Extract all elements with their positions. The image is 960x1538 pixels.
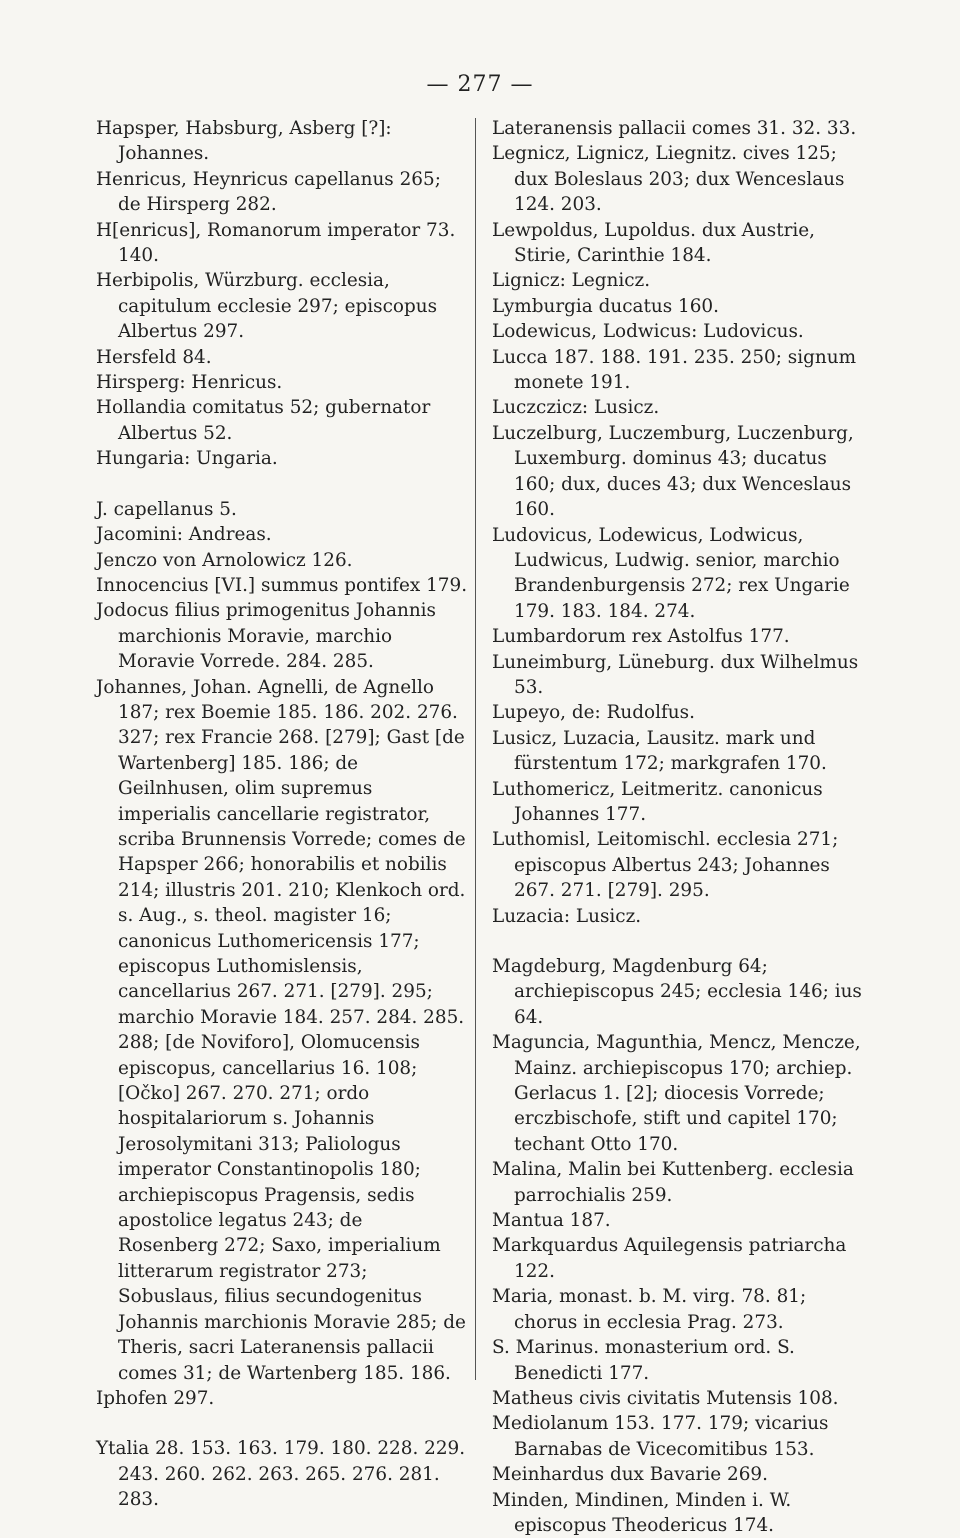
right-column — [492, 116, 864, 1538]
index-entry: Luthomericz, Leitmeritz. canonicus Johannes 177. — [492, 778, 823, 825]
index-entry: Matheus civis civitatis Mutensis 108. — [492, 1387, 839, 1409]
index-entry: S. Marinus. monasterium ord. S. Benedicti 177. — [492, 1337, 795, 1384]
index-entry: Legnicz, Lignicz, Liegnitz. cives 125; dux Boleslaus 203; dux Wenceslaus 124. 203. — [492, 143, 845, 216]
index-entry: Luneimburg, Lüneburg. dux Wilhelmus 53. — [492, 651, 859, 698]
index-entry: Magdeburg, Magdenburg 64; archiepiscopus 245; ecclesia 146; ius 64. — [492, 956, 862, 1028]
index-entry: Jacomini: Andreas. — [96, 524, 272, 546]
index-entry: Hirsperg: Henricus. — [96, 372, 283, 394]
index-entry: Luthomisl, Leitomischl. ecclesia 271; episcopus Albertus 243; Johannes 267. 271. [279]. 295. — [492, 829, 839, 902]
index-entry: Mediolanum 153. 177. 179; vicarius Barnabas de Vicecomitibus 153. — [492, 1413, 829, 1460]
index-entry: Hersfeld 84. — [96, 346, 212, 368]
index-entry: J. capellanus 5. — [96, 498, 237, 520]
index-entry: Ytalia 28. 153. 163. 179. 180. 228. 229. 243. 260. 262. 263. 265. 276. 281. 283. — [96, 1438, 466, 1511]
index-entry: Minden, Mindinen, Minden i. W. episcopus Theodericus 174. — [492, 1489, 792, 1536]
section-gap — [96, 1411, 468, 1436]
index-entry: Iphofen 297. — [96, 1387, 215, 1409]
index-entry: Herbipolis, Würzburg. ecclesia, capitulum ecclesie 297; episcopus Albertus 297. — [96, 270, 438, 343]
index-entry: Jenczo von Arnolowicz 126. — [96, 549, 353, 571]
index-entry: Lodewicus, Lodwicus: Ludovicus. — [492, 321, 804, 343]
index-entry: Henricus, Heynricus capellanus 265; de Hirsperg 282. — [96, 168, 441, 216]
page-number: — 277 — — [426, 72, 534, 97]
index-entry: Hollandia comitatus 52; gubernator Albertus 52. — [96, 397, 431, 444]
index-entry: Ludovicus, Lodewicus, Lodwicus, Ludwicus, Ludwig. senior, marchio Brandenburgensis 272; rex Ungarie 179. 183. 184. 274. — [492, 524, 850, 622]
index-entry: Lewpoldus, Lupoldus. dux Austrie, Stirie, Carinthie 184. — [492, 219, 816, 267]
index-entry: Lucca 187. 188. 191. 235. 250; signum monete 191. — [492, 346, 857, 394]
index-entry: Lymburgia ducatus 160. — [492, 295, 719, 317]
index-entry: Maguncia, Magunthia, Mencz, Mencze, Mainz. archiepiscopus 170; archiep. Gerlacus 1. [2]; diocesis Vorrede; erczbischofe, stift und capitel 170; techant Otto 170. — [492, 1032, 861, 1155]
index-entry: H[enricus], Romanorum imperator 73. 140. — [96, 219, 456, 267]
index-entry: Meinhardus dux Bavarie 269. — [492, 1464, 768, 1486]
column-divider — [475, 118, 476, 1380]
index-entry: Lumbardorum rex Astolfus 177. — [492, 626, 790, 648]
index-entry: Luczczicz: Lusicz. — [492, 397, 660, 419]
index-entry: Luczelburg, Luczemburg, Luczenburg, Luxemburg. dominus 43; ducatus 160; dux, duces 43; dux Wenceslaus 160. — [492, 422, 854, 521]
index-entry: Lateranensis pallacii comes 31. 32. 33. — [492, 118, 857, 139]
left-column — [96, 116, 468, 1513]
section-gap — [96, 472, 468, 497]
index-entry: Jodocus filius primogenitus Johannis marchionis Moravie, marchio Moravie Vorrede. 284. 285. — [96, 600, 436, 673]
index-entry: Hungaria: Ungaria. — [96, 448, 278, 470]
index-entry: Mantua 187. — [492, 1210, 611, 1232]
index-entry: Lupeyo, de: Rudolfus. — [492, 702, 695, 724]
index-entry: Johannes, Johan. Agnelli, de Agnello 187; rex Boemie 185. 186. 202. 276. 327; rex Francie 268. [279]; Gast [de Wartenberg] 185. 186; de Geilnhusen, olim supremus imperialis cancellarie registrator, scriba Brunnensis Vorrede; comes de Hapsper 266; honorabilis et nobilis 214; illustris 201. 210; Klenkoch ord. s. Aug., s. theol. magister 16; canonicus Luthomericensis 177; episcopus Luthomislensis, cancellarius 267. 271. [279]. 295; marchio Moravie 184. 257. 284. 285. 288; [de Noviforo], Olomucensis episcopus, cancellarius 16. 108; [Očko] 267. 270. 271; ordo hospitalariorum s. Johannis Jerosolymitani 313; Paliologus imperator Constantinopolis 180; archiepiscopus Pragensis, sedis apostolice legatus 243; de Rosenberg 272; Saxo, imperialium litterarum registrator 273; Sobuslaus, filius secundogenitus Johannis marchionis Moravie 285; de Theris, sacri Lateranensis pallacii comes 31; de Wartenberg 185. 186. — [96, 676, 466, 1384]
section-gap — [492, 929, 864, 954]
index-entry: Hapsper, Habsburg, Asberg [?]: Johannes. — [96, 118, 392, 165]
index-entry: Lignicz: Legnicz. — [492, 270, 651, 292]
index-entry: Innocencius [VI.] summus pontifex 179. — [96, 574, 468, 596]
index-entry: Markquardus Aquilegensis patriarcha 122. — [492, 1235, 847, 1282]
index-entry: Malina, Malin bei Kuttenberg. ecclesia parrochialis 259. — [492, 1159, 854, 1206]
index-entry: Luzacia: Lusicz. — [492, 905, 642, 927]
index-entry: Maria, monast. b. M. virg. 78. 81; chorus in ecclesia Prag. 273. — [492, 1286, 807, 1333]
index-entry: Lusicz, Luzacia, Lausitz. mark und fürstentum 172; markgrafen 170. — [492, 727, 827, 775]
